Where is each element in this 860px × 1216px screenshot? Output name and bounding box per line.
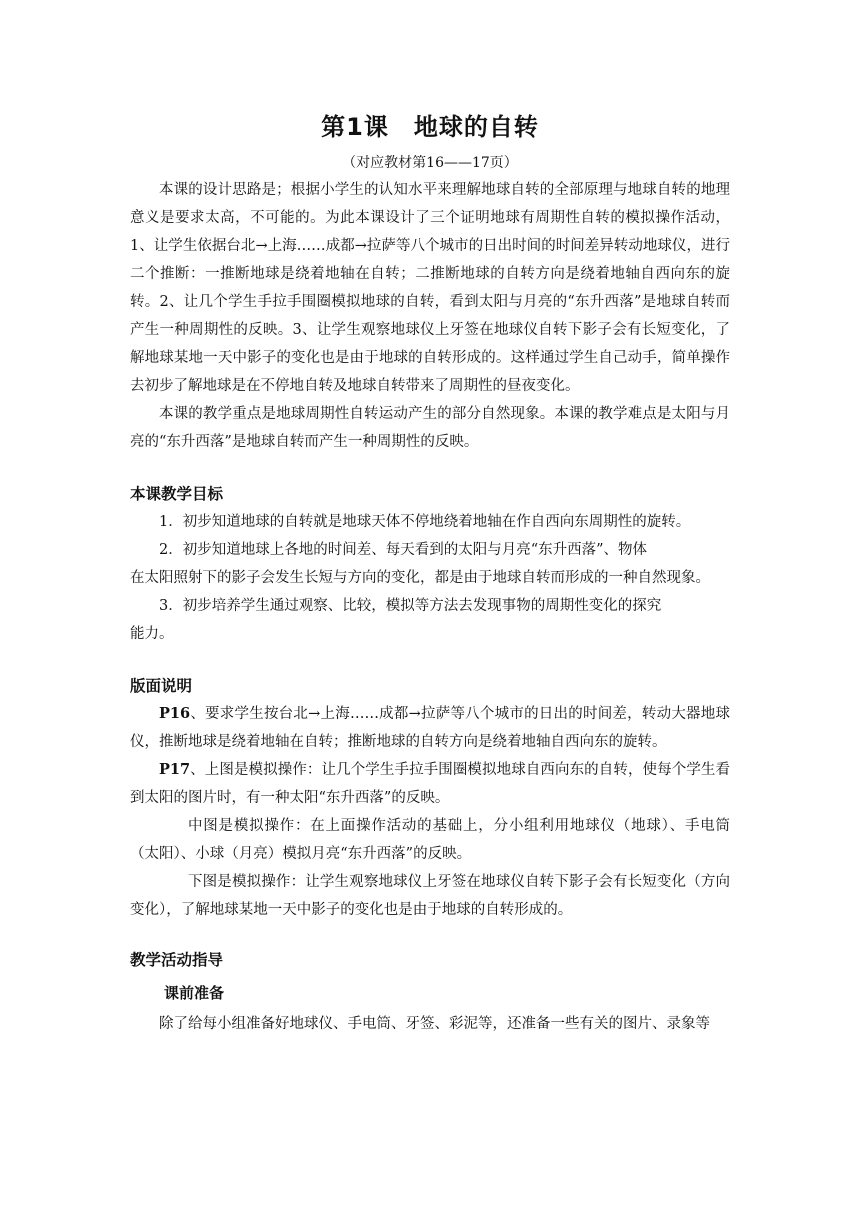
layout-p17-paragraph [130, 756, 730, 812]
goal-item-3-line-1: 3．初步培养学生通过观察、比较，模拟等方法去发现事物的周期性变化的探究 [159, 598, 662, 614]
page-subtitle: （对应教材第16——17页） [342, 155, 518, 171]
goal-item-2-line-2: 在太阳照射下的影子会发生长短与方向的变化，都是由于地球自转而形成的一种自然现象。 [130, 570, 710, 586]
layout-p16-paragraph [130, 700, 730, 756]
p17-text: 、上图是模拟操作：让几个学生手拉手围圈模拟地球自西向东的自转，使每个学生看到太阳的图片时，有一种太阳“东升西落”的反映。 [130, 762, 730, 806]
intro-paragraph-2: 本课的教学重点是地球周期性自转运动产生的部分自然现象。本课的教学难点是太阳与月亮的“东升西落”是地球自转而产生一种周期性的反映。 [130, 406, 730, 450]
p17-label: P17 [159, 761, 191, 778]
intro-paragraph-1: 本课的设计思路是；根据小学生的认知水平来理解地球自转的全部原理与地球自转的地理意义是要求太高，不可能的。为此本课设计了三个证明地球有周期性自转的模拟操作活动，1、让学生依据台北→上海……成都→拉萨等八个城市的日出时间的时间差异转动地球仪，进行二个推断：一推断地球是绕着地轴在自转；二推断地球的自转方向是绕着地轴自西向东的旋转。2、让几个学生手拉手围圈模拟地球的自转，看到太阳与月亮的“东升西落”是地球自转而产生一种周期性的反映。3、让学生观察地球仪上牙签在地球仪自转下影子会有长短变化，了解地球某地一天中影子的变化也是由于地球的自转形成的。这样通过学生自己动手，简单操作去初步了解地球是在不停地自转及地球自转带来了周期性的昼夜变化。 [130, 182, 730, 394]
page-title: 第1课 地球的自转 [321, 113, 539, 141]
goals-heading: 本课教学目标 [130, 485, 224, 503]
guide-heading: 教学活动指导 [130, 951, 224, 969]
layout-bottom-figure: 下图是模拟操作：让学生观察地球仪上牙签在地球仪自转下影子会有长短变化（方向变化），了解地球某地一天中影子的变化也是由于地球的自转形成的。 [130, 874, 730, 918]
goal-item-1: 1．初步知道地球的自转就是地球天体不停地绕着地轴在作自西向东周期性的旋转。 [159, 514, 691, 530]
layout-middle-figure: 中图是模拟操作：在上面操作活动的基础上，分小组利用地球仪（地球）、手电筒（太阳）、小球（月亮）模拟月亮“东升西落”的反映。 [130, 818, 730, 862]
guide-paragraph: 除了给每小组准备好地球仪、手电筒、牙签、彩泥等，还准备一些有关的图片、录象等 [159, 1016, 710, 1032]
p16-text: 、要求学生按台北→上海……成都→拉萨等八个城市的日出的时间差，转动大器地球仪，推断地球是绕着地轴在自转；推断地球的自转方向是绕着地轴自西向东的旋转。 [130, 706, 730, 750]
document-page [130, 110, 730, 1038]
guide-subheading: 课前准备 [164, 984, 225, 1002]
p16-label: P16 [159, 705, 191, 722]
goal-item-2-line-1: 2．初步知道地球上各地的时间差、每天看到的太阳与月亮“东升西落”、物体 [159, 542, 648, 558]
goal-item-3-line-2: 能力。 [130, 626, 174, 642]
layout-heading: 版面说明 [130, 677, 193, 695]
